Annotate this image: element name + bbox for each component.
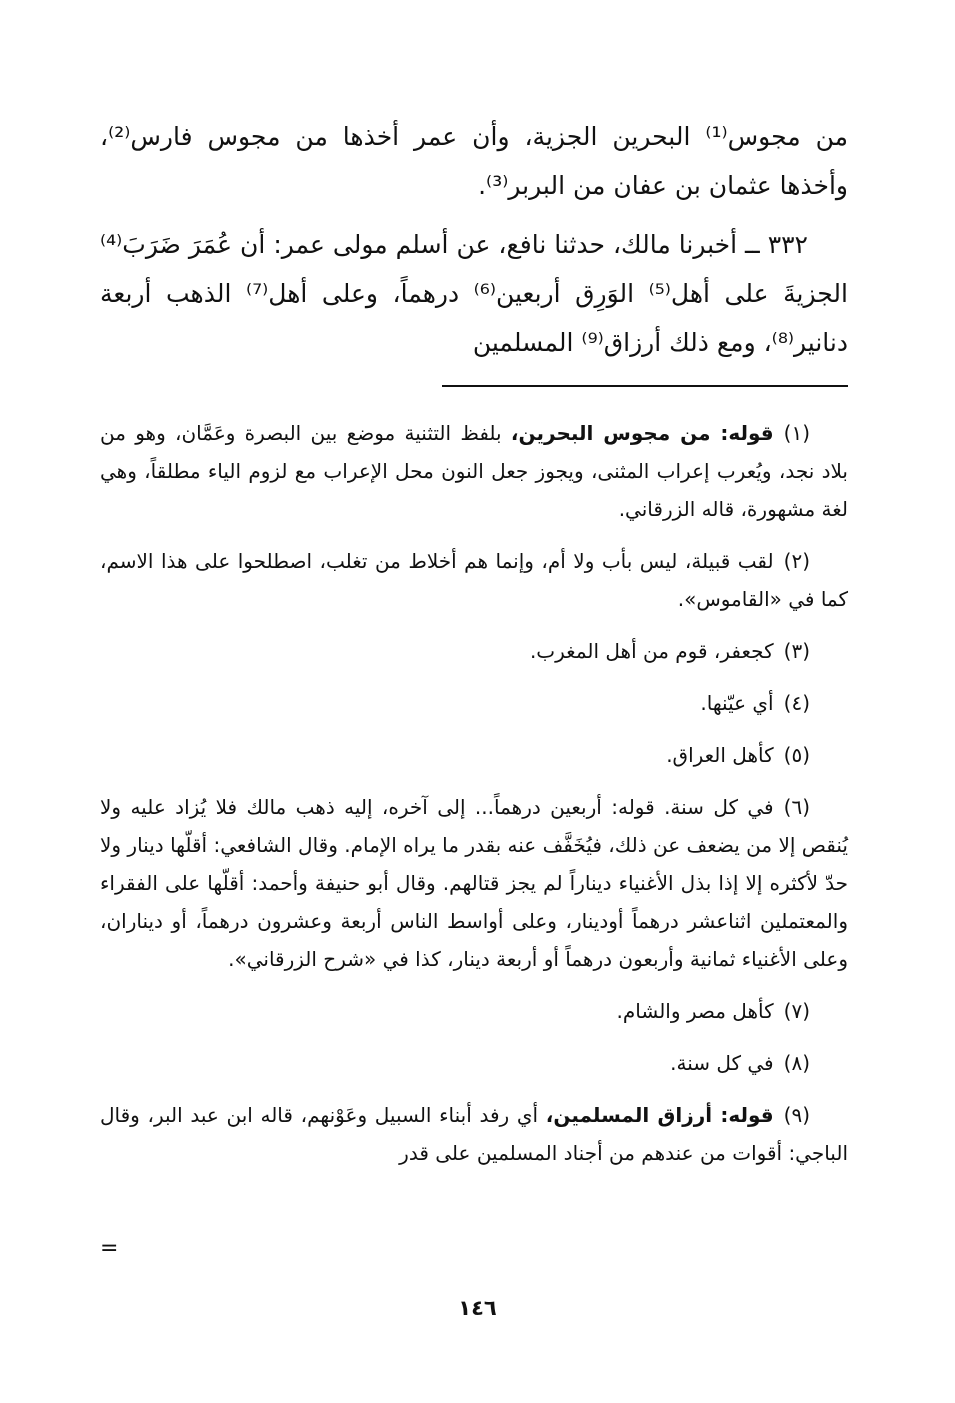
footnote-text: أي رفد أبناء السبيل وعَوْنهم، قاله ابن عبد البر، وقال الباجي: أقوات من عندهم من أجناد المسلمين على قدر — [100, 1103, 848, 1165]
footnote-number: (٩) — [783, 1103, 810, 1127]
footnote — [100, 992, 848, 1030]
footnote-text: في كل سنة. قوله: أربعين درهماً... إلى آخره، إليه ذهب مالك فلا يُزاد عليه ولا يُنقص إلا من يضعف عن ذلك، فيُخَفَّف عنه بقدر ما يراه الإمام. وقال الشافعي: أقلّها دينار ولا حدّ لأكثره إلا إذا بذل الأغنياء ديناراً لم يجز قتالهم. وقال أبو حنيفة وأحمد: أقلّها على الفقراء والمعتملين اثناعشر درهماً أودينار، وعلى أواسط الناس أربعة وعشرون درهماً، أو ديناران، وعلى الأغنياء ثمانية وأربعون درهماً أو أربعة دينار، كذا في «شرح الزرقاني». — [100, 795, 848, 971]
footnote-text: في كل سنة. — [670, 1051, 774, 1075]
footnote-text: كأهل العراق. — [666, 743, 774, 767]
footnote-number: (٦) — [783, 795, 810, 819]
hadith-paragraph: ٣٣٢ ــ أخبرنا مالك، حدثنا نافع، عن أسلم مولى عمر: أن عُمَرَ ضَرَبَ⁽⁴⁾ الجزيةَ على أهل⁽⁵⁾ الوَرِق أربعين⁽⁶⁾ درهماً، وعلى أهل⁽⁷⁾ الذهب أربعة دنانير⁽⁸⁾، ومع ذلك أرزاق⁽⁹⁾ المسلمين — [100, 230, 848, 357]
footnote — [100, 632, 848, 670]
footnote-text: كأهل مصر والشام. — [616, 999, 774, 1023]
footnote-number: (٥) — [783, 743, 810, 767]
footnote-text: لقب قبيلة، ليس بأب ولا أم، وإنما هم أخلاط من تغلب، اصطلحوا على هذا الاسم، كما في «القاموس». — [100, 549, 848, 611]
footnote-number: (٤) — [783, 691, 810, 715]
main-text — [100, 112, 848, 367]
footnote — [100, 1044, 848, 1082]
footnote-number: (٨) — [783, 1051, 810, 1075]
footnote — [100, 684, 848, 722]
footnote — [100, 788, 848, 978]
footnote — [100, 736, 848, 774]
footnote-bold: قوله: أرزاق المسلمين، — [545, 1103, 774, 1127]
footnote — [100, 1096, 848, 1172]
footnote-text: كجعفر، قوم من أهل المغرب. — [529, 639, 774, 663]
footnotes — [100, 414, 848, 1186]
footnote-number: (٣) — [783, 639, 810, 663]
footnote-number: (٧) — [783, 999, 810, 1023]
continuation-mark: = — [100, 1236, 119, 1261]
footnote-text: أي عيّنها. — [700, 691, 774, 715]
footnote — [100, 414, 848, 528]
footnote-bold: قوله: من مجوس البحرين، — [510, 421, 774, 445]
main-paragraph: من مجوس⁽¹⁾ البحرين الجزية، وأن عمر أخذها من مجوس فارس⁽²⁾، وأخذها عثمان بن عفان من البربر⁽³⁾. — [100, 122, 848, 200]
footnote-text: بلفظ التثنية موضع بين البصرة وعَمَّان، وهو من بلاد نجد، ويُعرب إعراب المثنى، ويجوز جعل النون محل الإعراب مع لزوم الياء مطلقاً، وهي لغة مشهورة، قاله الزرقاني. — [100, 421, 848, 521]
footnote-divider — [442, 385, 848, 387]
footnote-number: (٢) — [783, 549, 810, 573]
footnote-number: (١) — [783, 421, 810, 445]
footnote — [100, 542, 848, 618]
page-number: ١٤٦ — [458, 1296, 497, 1320]
